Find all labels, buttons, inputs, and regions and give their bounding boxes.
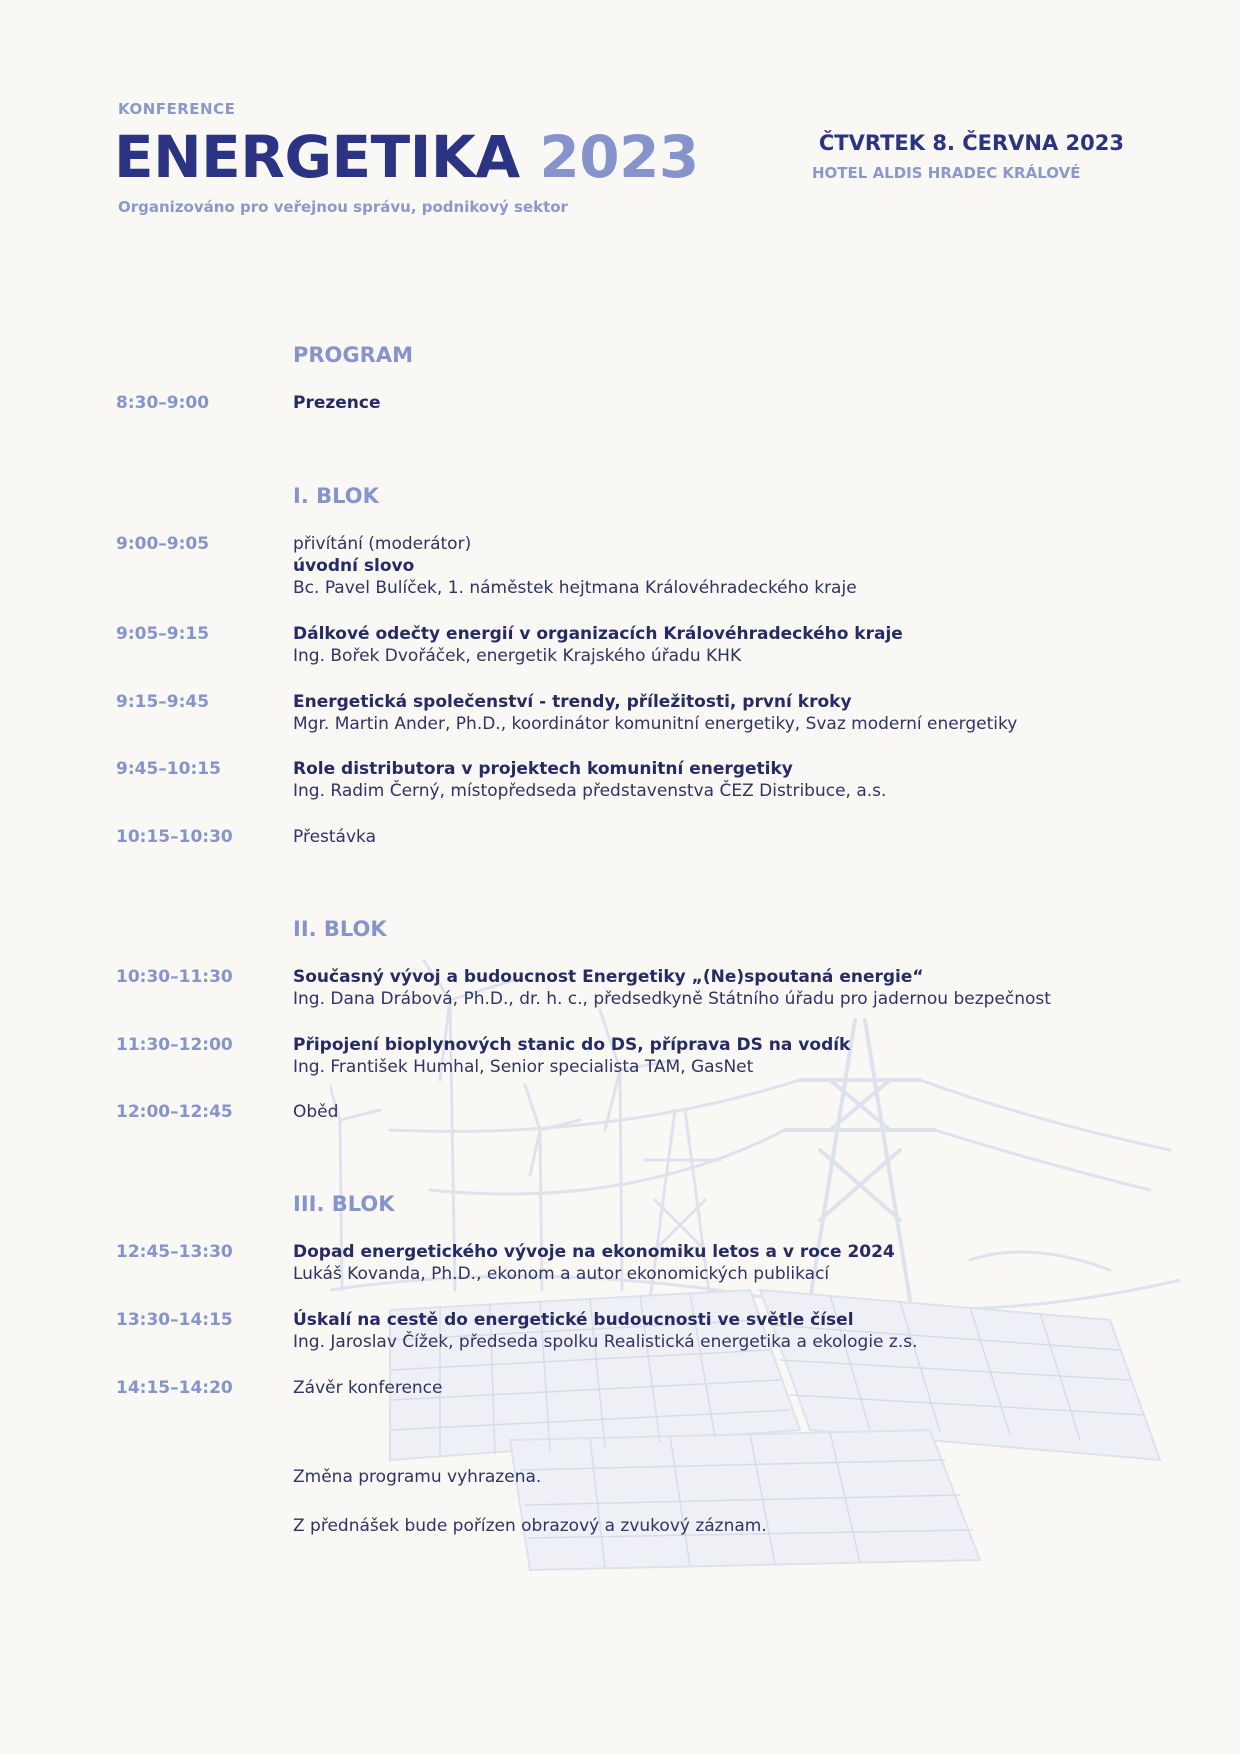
item-time: 9:15–9:45: [116, 692, 210, 712]
title-main: ENERGETIKA: [114, 123, 520, 191]
event-date: ČTVRTEK 8. ČERVNA 2023: [818, 131, 1124, 155]
conference-label: KONFERENCE: [118, 100, 236, 118]
item-time: 9:45–10:15: [116, 759, 221, 779]
title-year: 2023: [539, 123, 699, 191]
item-time: 12:45–13:30: [116, 1242, 233, 1262]
block-title: I. BLOK: [293, 484, 379, 508]
item-speaker: Mgr. Martin Ander, Ph.D., koordinátor komunitní energetiky, Svaz moderní energetiky: [293, 714, 1018, 734]
item-pre: přivítání (moderátor): [293, 534, 472, 554]
program-title: PROGRAM: [293, 343, 413, 367]
item-speaker: Ing. Dana Drábová, Ph.D., dr. h. c., předsedkyně Státního úřadu pro jadernou bezpečnost: [293, 989, 1051, 1009]
item-time: 11:30–12:00: [116, 1035, 233, 1055]
item-time: 13:30–14:15: [116, 1310, 233, 1330]
conference-subtitle: Organizováno pro veřejnou správu, podnikový sektor: [118, 198, 568, 216]
event-venue: HOTEL ALDIS HRADEC KRÁLOVÉ: [812, 164, 1081, 182]
conference-title: [114, 122, 699, 192]
item-time: 9:00–9:05: [116, 534, 210, 554]
item-time: 8:30–9:00: [116, 393, 210, 413]
program-change-note: Změna programu vyhrazena.: [293, 1467, 542, 1487]
item-title: Připojení bioplynových stanic do DS, příprava DS na vodík: [293, 1035, 851, 1055]
item-speaker: Lukáš Kovanda, Ph.D., ekonom a autor ekonomických publikací: [293, 1264, 830, 1284]
item-speaker: Ing. Radim Černý, místopředseda představenstva ČEZ Distribuce, a.s.: [293, 781, 887, 801]
block-title: III. BLOK: [293, 1192, 395, 1216]
item-time: 10:30–11:30: [116, 967, 233, 987]
item-note: Oběd: [293, 1102, 339, 1122]
item-title: Role distributora v projektech komunitní energetiky: [293, 759, 793, 779]
item-title: úvodní slovo: [293, 556, 415, 576]
block-title: II. BLOK: [293, 917, 387, 941]
item-time: 12:00–12:45: [116, 1102, 233, 1122]
item-title: Energetická společenství - trendy, příležitosti, první kroky: [293, 692, 852, 712]
item-title: Dálkové odečty energií v organizacích Královéhradeckého kraje: [293, 624, 903, 644]
item-speaker: Ing. Jaroslav Čížek, předseda spolku Realistická energetika a ekologie z.s.: [293, 1332, 918, 1352]
item-title: Dopad energetického vývoje na ekonomiku letos a v roce 2024: [293, 1242, 895, 1262]
item-speaker: Ing. Bořek Dvořáček, energetik Krajského úřadu KHK: [293, 646, 742, 666]
item-speaker: Ing. František Humhal, Senior specialista TAM, GasNet: [293, 1057, 754, 1077]
item-time: 10:15–10:30: [116, 827, 233, 847]
item-time: 9:05–9:15: [116, 624, 210, 644]
item-title: Současný vývoj a budoucnost Energetiky „(Ne)spoutaná energie“: [293, 967, 924, 987]
item-title: Úskalí na cestě do energetické budoucnosti ve světle čísel: [293, 1310, 854, 1330]
item-note: Závěr konference: [293, 1378, 443, 1398]
item-note: Přestávka: [293, 827, 376, 847]
item-title: Prezence: [293, 393, 381, 413]
recording-note: Z přednášek bude pořízen obrazový a zvukový záznam.: [293, 1516, 767, 1536]
item-time: 14:15–14:20: [116, 1378, 233, 1398]
item-speaker: Bc. Pavel Bulíček, 1. náměstek hejtmana Královéhradeckého kraje: [293, 578, 857, 598]
